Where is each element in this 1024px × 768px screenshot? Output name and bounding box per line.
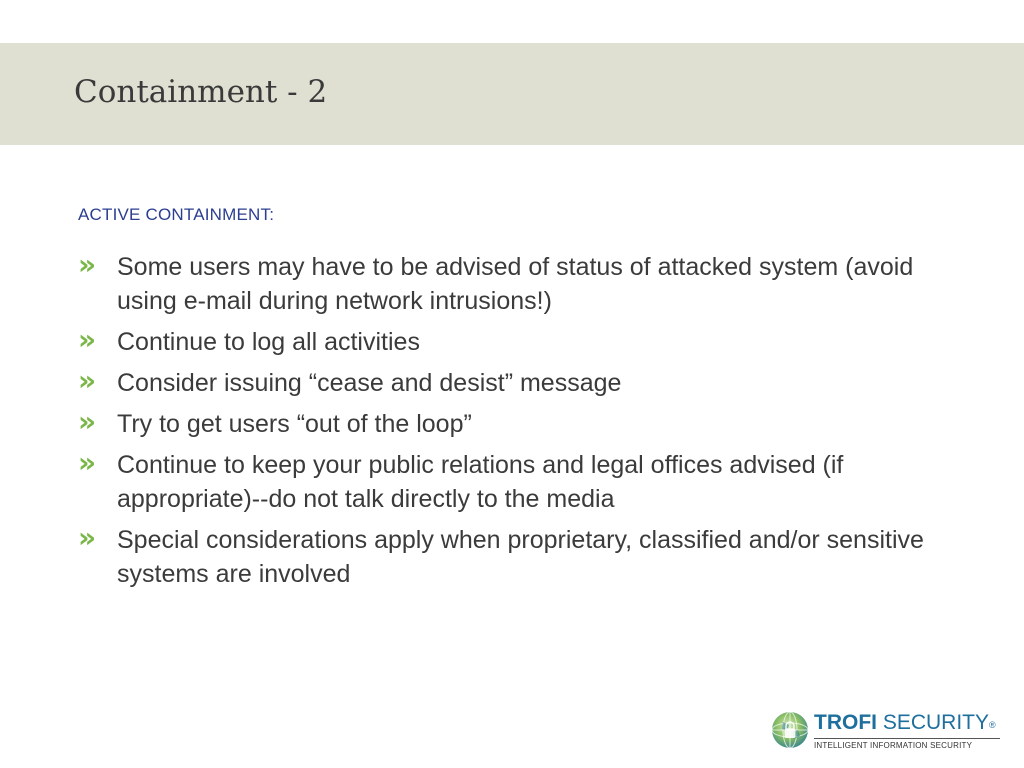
- bullet-list: [78, 250, 958, 598]
- brand-name: [814, 711, 996, 735]
- chevron-bullet-icon: »: [78, 521, 97, 554]
- chevron-bullet-icon: »: [78, 248, 97, 281]
- brand-tagline: INTELLIGENT INFORMATION SECURITY: [814, 741, 973, 750]
- bullet-text: Consider issuing “cease and desist” message: [117, 369, 622, 397]
- registered-mark: ®: [989, 720, 996, 730]
- bullet-item: [78, 366, 958, 400]
- bullet-item: [78, 407, 958, 441]
- bullet-item: [78, 523, 958, 591]
- slide-title: Containment - 2: [74, 74, 328, 110]
- bullet-item: [78, 448, 958, 516]
- bullet-item: [78, 250, 958, 318]
- bullet-item: [78, 325, 958, 359]
- bullet-text: Try to get users “out of the loop”: [117, 410, 472, 438]
- chevron-bullet-icon: »: [78, 323, 97, 356]
- chevron-bullet-icon: »: [78, 364, 97, 397]
- trofi-security-logo: [770, 710, 1015, 756]
- globe-icon: [770, 710, 810, 750]
- brand-divider: [814, 738, 1000, 739]
- brand-name-rest: SECURITY: [877, 711, 990, 734]
- chevron-bullet-icon: »: [78, 446, 97, 479]
- bullet-text: Some users may have to be advised of status of attacked system (avoid using e-mail during network intrusions!): [117, 253, 914, 315]
- brand-name-strong: TROFI: [814, 711, 877, 734]
- bullet-text: Continue to log all activities: [117, 328, 420, 356]
- bullet-text: Continue to keep your public relations and legal offices advised (if appropriate)--do not talk directly to the media: [117, 451, 844, 513]
- bullet-text: Special considerations apply when proprietary, classified and/or sensitive systems are involved: [117, 526, 924, 588]
- chevron-bullet-icon: »: [78, 405, 97, 438]
- section-subheading: ACTIVE CONTAINMENT:: [78, 205, 275, 224]
